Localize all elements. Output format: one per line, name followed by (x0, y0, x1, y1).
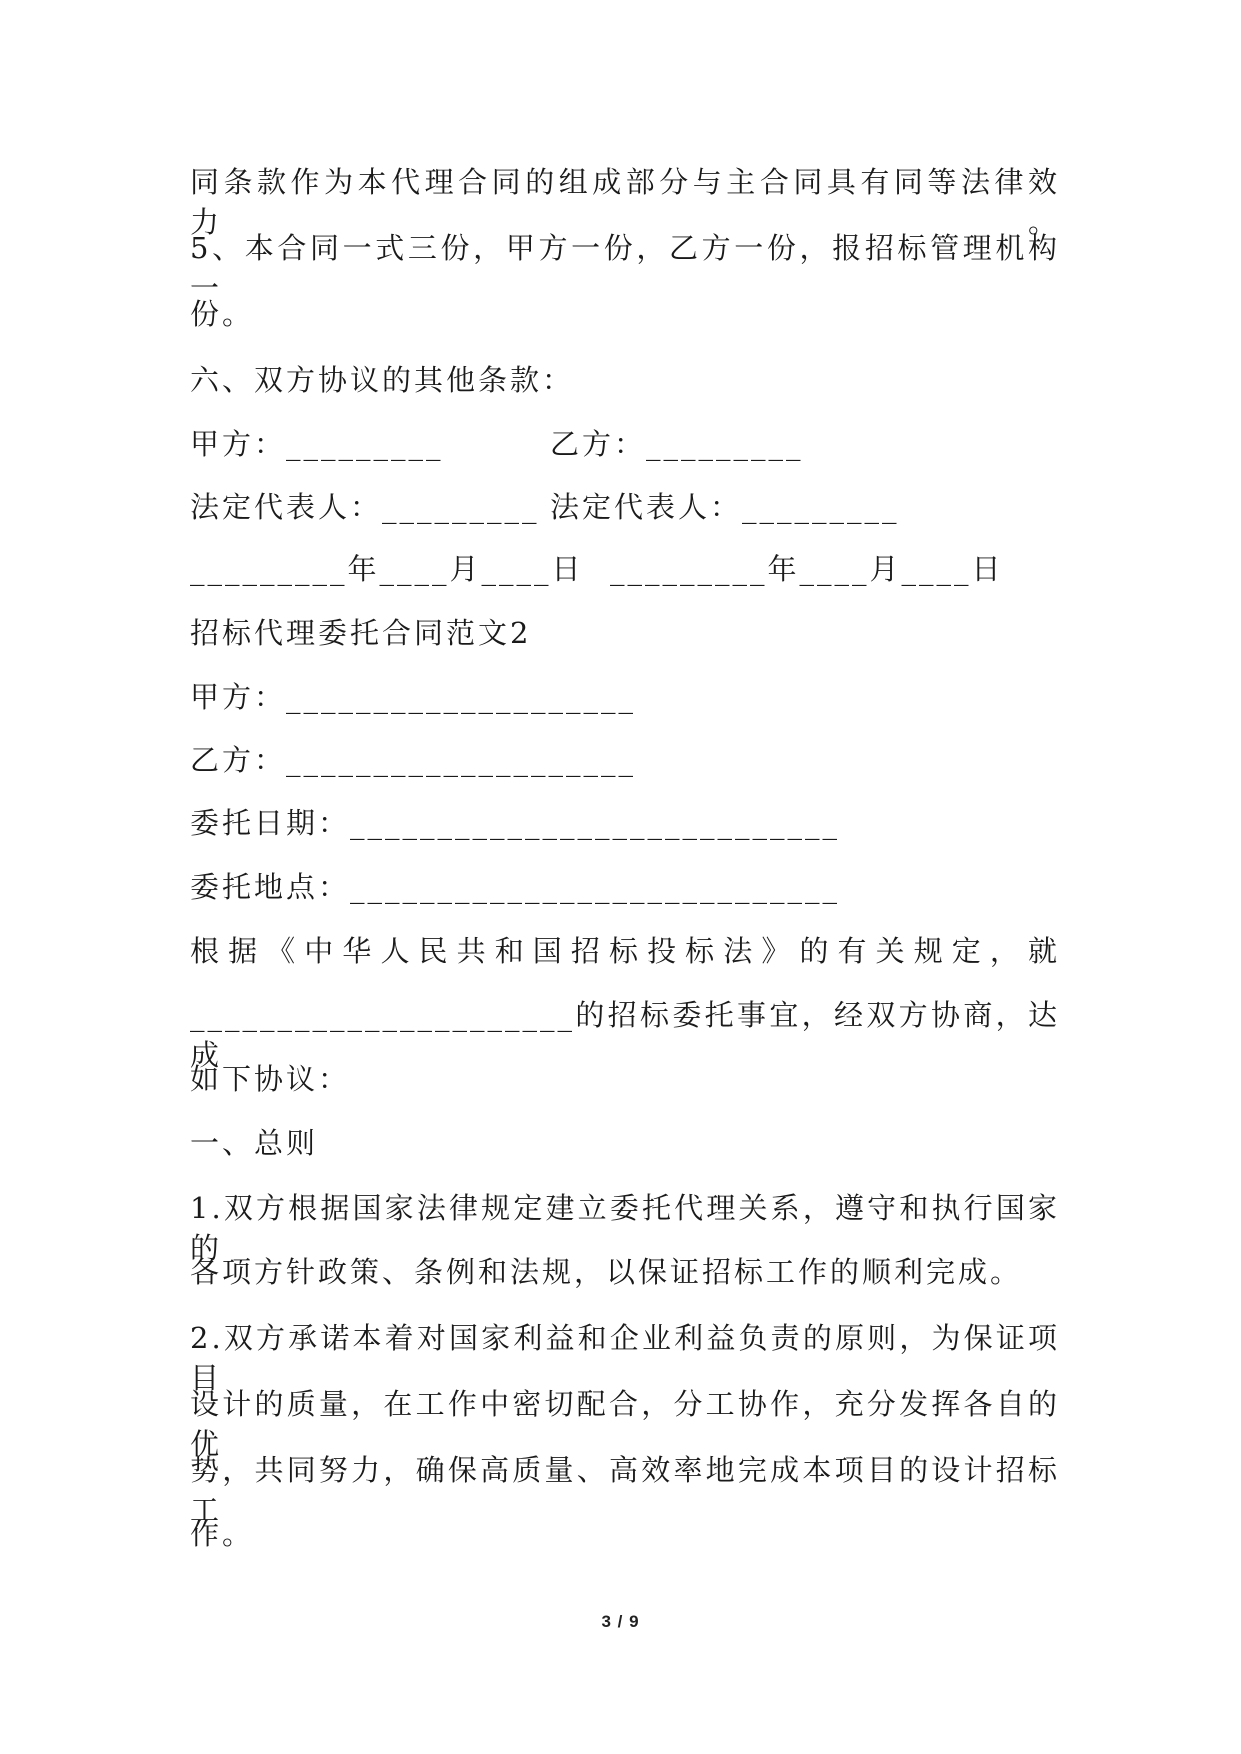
commission-place-field: 委托地点：____________________________ (190, 870, 841, 904)
text-line-2: 5、本合同一式三份，甲方一份，乙方一份，报招标管理机构一 (190, 231, 1060, 305)
text-line-clause-2c: 势，共同努力，确保高质量、高效率地完成本项目的设计招标工 (190, 1453, 1060, 1527)
text-line-agreement: 如下协议： (190, 1062, 351, 1096)
representative-b-signature: 法定代表人：_________ (550, 490, 900, 524)
text-line-1: 同条款作为本代理合同的组成部分与主合同具有同等法律效力。 (190, 165, 1060, 239)
text-line-clause-2d: 作。 (190, 1517, 255, 1551)
text-line-3: 份。 (190, 297, 255, 331)
date-a-signature: _________年____月____日 (190, 552, 584, 586)
signature-row-party (190, 424, 1060, 464)
text-line-clause-2b: 设计的质量，在工作中密切配合，分工协作，充分发挥各自的优 (190, 1387, 1060, 1461)
text-line-clause-2a: 2.双方承诺本着对国家利益和企业利益负责的原则，为保证项目 (190, 1321, 1060, 1395)
page-number: 3 / 9 (601, 1612, 640, 1631)
signature-row-representative (190, 487, 1060, 527)
text-line-clause-1b: 各项方针政策、条例和法规，以保证招标工作的顺利完成。 (190, 1255, 1023, 1289)
date-b-signature: _________年____月____日 (610, 552, 1004, 586)
text-line-matter: ______________________的招标委托事宜，经双方协商，达成 (190, 998, 1060, 1072)
commission-date-field: 委托日期：____________________________ (190, 806, 841, 840)
party-b-signature: 乙方：_________ (550, 427, 804, 461)
party-a-field: 甲方：____________________ (190, 680, 637, 714)
document-subtitle: 招标代理委托合同范文2 (190, 616, 532, 650)
section-heading-general: 一、总则 (190, 1126, 319, 1160)
section-heading-other-terms: 六、双方协议的其他条款： (190, 363, 575, 397)
text-line-law: 根据《中华人民共和国招标投标法》的有关规定，就 (190, 934, 1060, 968)
representative-a-signature: 法定代表人：_________ (190, 490, 540, 524)
text-line-clause-1a: 1.双方根据国家法律规定建立委托代理关系，遵守和执行国家的 (190, 1191, 1060, 1265)
signature-row-date (190, 549, 1060, 589)
party-a-signature: 甲方：_________ (190, 427, 444, 461)
party-b-field: 乙方：____________________ (190, 743, 637, 777)
